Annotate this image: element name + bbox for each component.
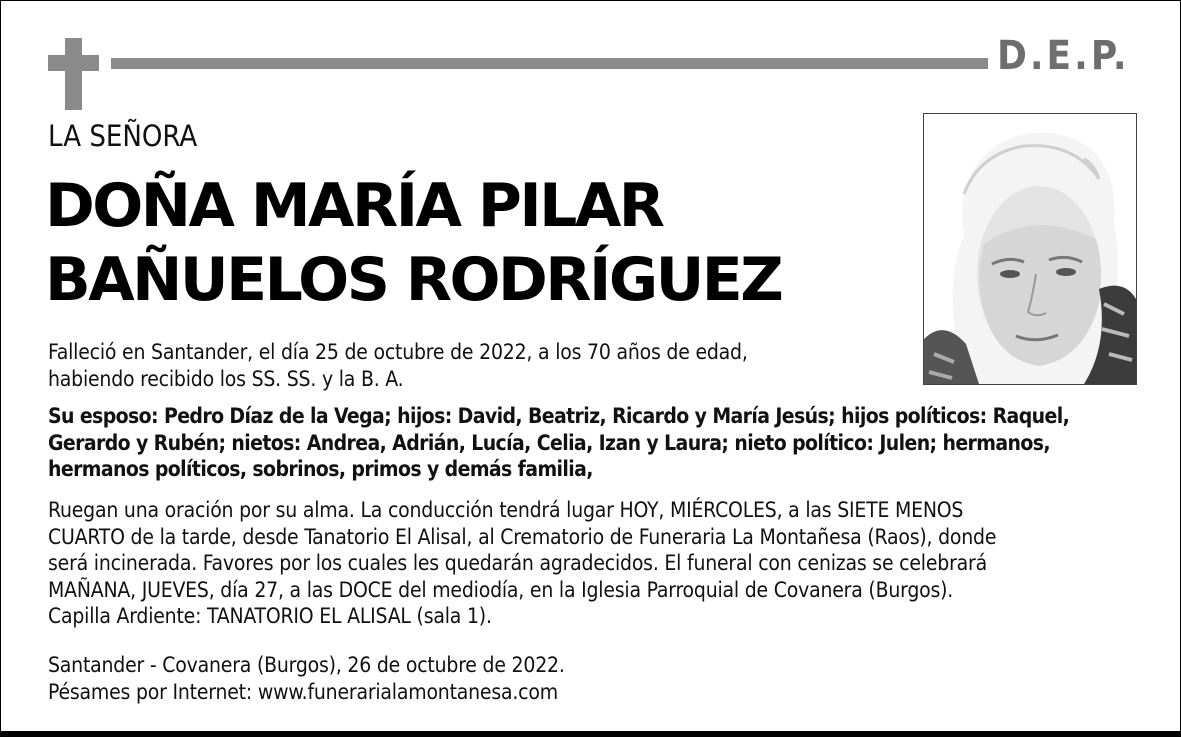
header-rule xyxy=(111,58,988,69)
death-paragraph: Falleció en Santander, el día 25 de octubre de 2022, a los 70 años de edad, habiendo recibido los SS. SS. y la B. A. xyxy=(48,340,748,391)
cross-icon xyxy=(65,38,82,110)
footer-paragraph: Santander - Covanera (Burgos), 26 de octubre de 2022. Pésames por Internet: www.funerarialamontanesa.com xyxy=(48,653,565,704)
bottom-border xyxy=(1,731,1180,736)
name-line-2: BAÑUELOS RODRÍGUEZ xyxy=(45,245,782,315)
name-line-1: DOÑA MARÍA PILAR xyxy=(45,171,663,241)
portrait-photo xyxy=(923,113,1137,385)
portrait-photo-image xyxy=(924,114,1136,384)
service-paragraph: Ruegan una oración por su alma. La conducción tendrá lugar HOY, MIÉRCOLES, a las SIETE MENOS CUARTO de la tarde, desde Tanatorio El Alisal, al Crematorio de Funeraria La Montañesa (Raos), donde será incinerada. Favores por los cuales les quedarán agradecidos. El funeral con cenizas se celebrará MAÑANA, JUEVES, día 27, a las DOCE del mediodía, en la Iglesia Parroquial de Covanera (Burgos). Capilla Ardiente: TANATORIO EL ALISAL (sala 1). xyxy=(48,498,997,628)
honorific-title: LA SEÑORA xyxy=(48,119,198,153)
dep-label: D.E.P. xyxy=(997,33,1130,79)
family-paragraph: Su esposo: Pedro Díaz de la Vega; hijos: David, Beatriz, Ricardo y María Jesús; hijos políticos: Raquel, Gerardo y Rubén; nietos: Andrea, Adrián, Lucía, Celia, Izan y Laura; nieto político: Julen; hermanos, hermanos políticos, sobrinos, primos y demás familia, xyxy=(48,404,1070,481)
cross-icon-bar xyxy=(48,55,99,71)
deceased-name xyxy=(45,169,781,317)
